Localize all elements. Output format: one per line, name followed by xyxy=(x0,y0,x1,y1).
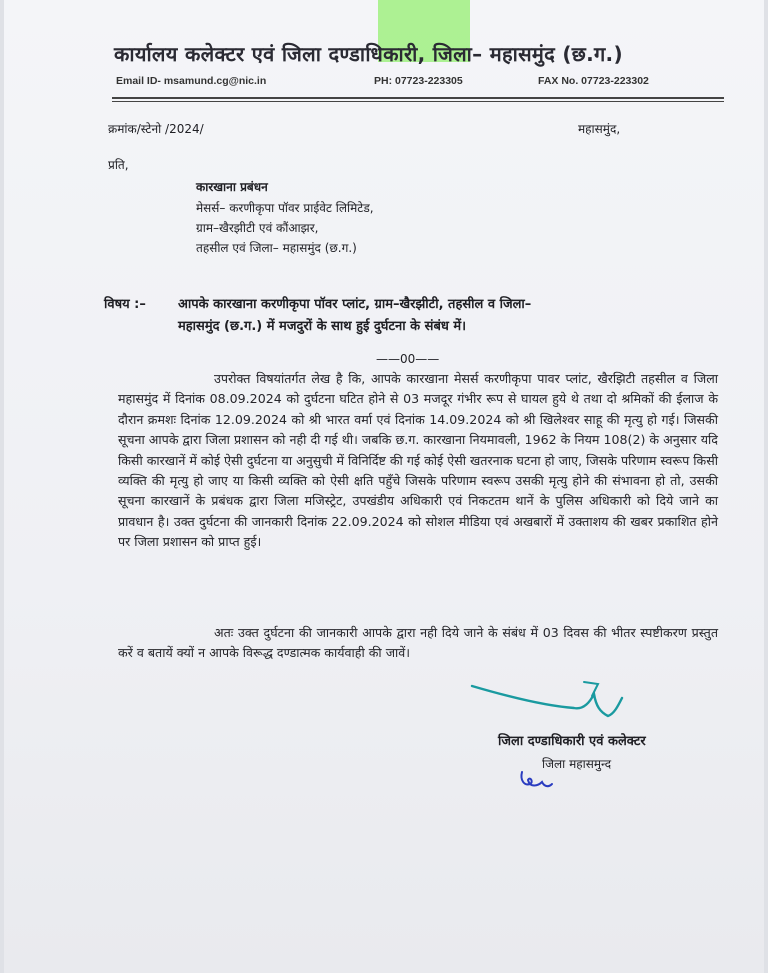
initial-mark xyxy=(516,766,556,794)
letterhead-phone: PH: 07723-223305 xyxy=(374,75,463,87)
reference-place: महासमुंद, xyxy=(578,122,621,136)
recipient-line: तहसील एवं जिला– महासमुंद (छ.ग.) xyxy=(196,241,357,255)
signature-designation: जिला दण्डाधिकारी एवं कलेक्टर xyxy=(498,734,646,749)
body-paragraph: अतः उक्त दुर्घटना की जानकारी आपके द्वारा नही दिये जाने के संबंध में 03 दिवस की भीतर स्पष्टीकरण प्रस्तुत करें व बतायें क्यों न आपके विरूद्ध दण्डात्मक कार्यवाही की जावें। xyxy=(118,625,718,661)
recipient-salutation: प्रति, xyxy=(108,158,129,172)
recipient-line: कारखाना प्रबंधन xyxy=(196,180,268,194)
reference-number: क्रमांक/स्टेनो /2024/ xyxy=(108,122,204,136)
signature-scribble xyxy=(466,676,626,736)
letter-page xyxy=(4,0,764,973)
letterhead-title: कार्यालय कलेक्टर एवं जिला दण्डाधिकारी, जिला– महासमुंद (छ.ग.) xyxy=(114,42,623,66)
body-paragraph: उपरोक्त विषयांतर्गत लेख है कि, आपके कारखाना मेसर्स करणीकृपा पावर प्लांट, खैरझिटी तहसील व जिला महासमुंद में दिनांक 08.09.2024 को दुर्घटना घटित होने से 03 मजदूर गंभीर रूप से घायल हुये थे तथा दो श्रमिकों की ईलाज के दौरान क्रमशः दिनांक 12.09.2024 को श्री भारत वर्मा एवं दिनांक 14.09.2024 को श्री खिलेश्वर साहू की मृत्यु हो गई। जिसकी सूचना आपके द्वारा जिला प्रशासन को नही दी गई थी। जबकि छ.ग. कारखाना नियमावली, 1962 के नियम 108(2) के अनुसार यदि किसी कारखानें में कोई ऐसी दुर्घटना या अनुसुची में विनिर्दिष्ट की गई कोई ऐसी खतरनाक घटना हो जाए, जिसके परिणाम स्वरूप किसी व्यक्ति की मृत्यु हो जाए या किसी व्यक्ति को ऐसी क्षति पहुँचे जिसके परिणाम स्वरूप उसकी मृत्यु होने की संभावना हो तो, उसकी सूचना कारखानें के प्रबंधक द्वारा जिला मजिस्ट्रेट, उपखंडीय अधिकारी एवं निकटतम थानें के पुलिस अधिकारी को दिये जाने का प्रावधान है। उक्त दुर्घटना की जानकारी दिनांक 22.09.2024 को सोशल मीडिया एवं अखबारों में उक्ताशय की खबर प्रकाशित होने पर जिला प्रशासन को प्राप्त हुई। xyxy=(118,371,718,550)
header-rule-bottom xyxy=(112,101,724,102)
header-rule-top xyxy=(112,97,724,99)
separator: ——00—— xyxy=(376,352,440,366)
recipient-line: ग्राम–खैरझीटी एवं कौंआझर, xyxy=(196,221,319,235)
subject-line: महासमुंद (छ.ग.) में मजदुरों के साथ हुई दुर्घटना के संबंध में। xyxy=(178,319,467,334)
letterhead-email: Email ID- msamund.cg@nic.in xyxy=(116,75,267,87)
subject-label: विषय :– xyxy=(104,297,146,312)
subject-line: आपके कारखाना करणीकृपा पॉवर प्लांट, ग्राम–खैरझीटी, तहसील व जिला– xyxy=(178,297,532,312)
signature-district: जिला महासमुन्द xyxy=(542,757,612,771)
recipient-line: मेसर्स– करणीकृपा पॉवर प्राईवेट लिमिटेड, xyxy=(196,201,374,215)
letterhead-fax: FAX No. 07723-223302 xyxy=(538,75,649,87)
